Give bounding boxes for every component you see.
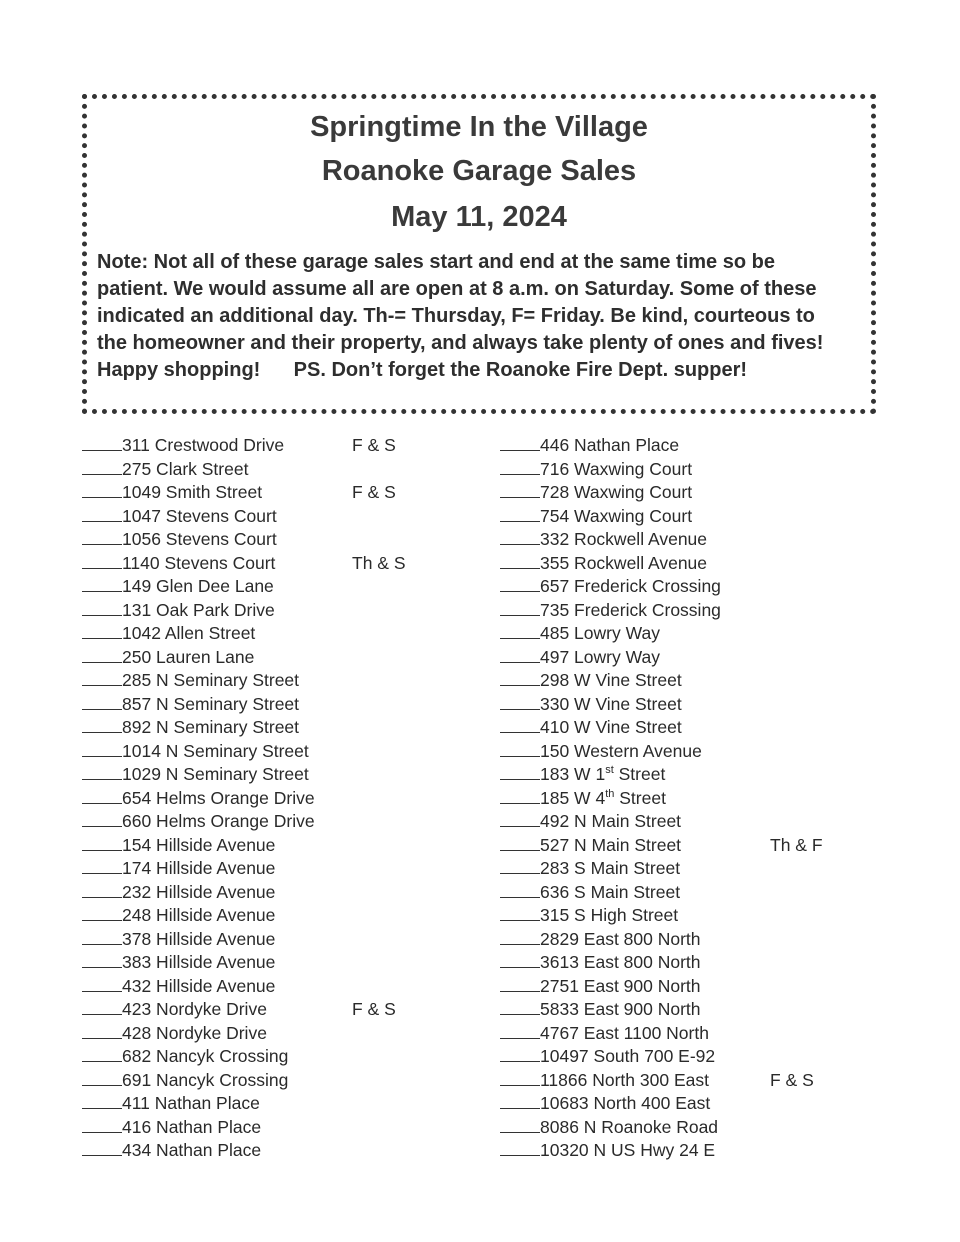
list-item xyxy=(500,787,721,811)
sale-address: 2829 East 800 North xyxy=(540,928,701,949)
list-item xyxy=(82,1116,315,1140)
list-item xyxy=(500,1069,814,1093)
checkoff-blank xyxy=(500,1023,540,1039)
list-item xyxy=(82,998,396,1022)
sale-address: 660 Helms Orange Drive xyxy=(122,811,315,831)
list-item xyxy=(500,951,721,975)
checkoff-blank xyxy=(500,576,540,592)
list-item xyxy=(82,575,315,599)
checkoff-blank xyxy=(82,1117,122,1133)
list-item xyxy=(82,834,315,858)
sale-address: 410 W Vine Street xyxy=(540,717,682,737)
sale-address: 330 W Vine Street xyxy=(540,693,682,714)
list-item xyxy=(82,951,315,975)
sale-address: 248 Hillside Avenue xyxy=(122,905,276,925)
checkoff-blank xyxy=(82,952,122,968)
sale-address: 1049 Smith Street xyxy=(122,482,263,502)
sale-address: 11866 North 300 East xyxy=(540,1069,709,1090)
list-item xyxy=(500,1045,721,1069)
list-item xyxy=(82,552,406,576)
list-item xyxy=(82,458,315,482)
list-item xyxy=(82,622,315,646)
sale-address: 311 Crestwood Drive xyxy=(122,435,285,455)
list-item xyxy=(500,575,721,599)
checkoff-blank xyxy=(500,647,540,663)
right-address-list xyxy=(500,434,823,1163)
list-item xyxy=(500,528,721,552)
list-item xyxy=(500,505,721,529)
checkoff-blank xyxy=(500,929,540,945)
sale-days: F & S xyxy=(352,435,396,455)
list-item xyxy=(500,646,721,670)
checkoff-blank xyxy=(500,858,540,874)
sale-days: F & S xyxy=(352,482,396,502)
checkoff-blank xyxy=(500,788,540,804)
list-item xyxy=(500,622,721,646)
sale-address: 411 Nathan Place xyxy=(122,1093,260,1113)
sale-address: 527 N Main Street xyxy=(540,834,682,855)
sale-address: 150 Western Avenue xyxy=(540,740,702,761)
list-item xyxy=(500,669,721,693)
list-item xyxy=(500,599,721,623)
checkoff-blank xyxy=(500,553,540,569)
sale-address: 332 Rockwell Avenue xyxy=(540,529,708,549)
sale-address: 857 N Seminary Street xyxy=(122,693,300,714)
checkoff-blank xyxy=(500,670,540,686)
sale-address: 5833 East 900 North xyxy=(540,999,701,1019)
sale-address: 2751 East 900 North xyxy=(540,975,701,996)
list-item xyxy=(82,646,315,670)
checkoff-blank xyxy=(82,1046,122,1062)
sale-address: 8086 N Roanoke Road xyxy=(540,1116,719,1137)
sale-days: Th & S xyxy=(352,552,406,573)
checkoff-blank xyxy=(500,905,540,921)
sale-address: 298 W Vine Street xyxy=(540,670,682,690)
checkoff-blank xyxy=(82,1093,122,1109)
event-date: May 11, 2024 xyxy=(391,201,567,233)
sale-address: 131 Oak Park Drive xyxy=(122,599,275,620)
sale-address: 728 Waxwing Court xyxy=(540,482,693,502)
sale-address: 682 Nancyk Crossing xyxy=(122,1046,289,1066)
sale-address: 1140 Stevens Court xyxy=(122,552,276,573)
checkoff-blank xyxy=(82,506,122,522)
sale-address: 283 S Main Street xyxy=(540,858,681,878)
sale-address: 149 Glen Dee Lane xyxy=(122,576,274,596)
sale-address-part: Street xyxy=(614,787,666,808)
checkoff-blank xyxy=(500,976,540,992)
sale-address: 10683 North 400 East xyxy=(540,1093,711,1113)
left-address-list xyxy=(82,434,406,1163)
sale-address-part: 183 W 1 xyxy=(540,764,606,784)
list-item xyxy=(82,505,315,529)
list-item xyxy=(500,1092,721,1116)
list-item xyxy=(82,528,315,552)
checkoff-blank xyxy=(82,788,122,804)
list-item xyxy=(500,810,721,834)
sale-address: 735 Frederick Crossing xyxy=(540,599,721,620)
checkoff-blank xyxy=(82,1023,122,1039)
list-item xyxy=(500,928,721,952)
sale-address: 3613 East 800 North xyxy=(540,952,701,972)
list-item xyxy=(82,669,315,693)
checkoff-blank xyxy=(82,835,122,851)
list-item xyxy=(500,1022,721,1046)
sale-days: F & S xyxy=(770,1069,814,1090)
checkoff-blank xyxy=(82,482,122,498)
list-item xyxy=(82,716,315,740)
checkoff-blank xyxy=(500,1046,540,1062)
sale-address: 383 Hillside Avenue xyxy=(122,952,276,972)
list-item xyxy=(500,716,721,740)
sale-days: F & S xyxy=(352,999,396,1019)
checkoff-blank xyxy=(82,741,122,757)
checkoff-blank xyxy=(82,764,122,780)
list-item xyxy=(82,599,315,623)
list-item xyxy=(82,975,315,999)
sale-address: 434 Nathan Place xyxy=(122,1140,262,1160)
list-item xyxy=(82,1092,315,1116)
sale-address: 154 Hillside Avenue xyxy=(122,834,276,855)
list-item xyxy=(82,740,315,764)
note-line: indicated an additional day. Th-= Thursday, F= Friday. Be kind, courteous to xyxy=(97,305,815,327)
checkoff-blank xyxy=(500,529,540,545)
checkoff-blank xyxy=(500,764,540,780)
checkoff-blank xyxy=(82,999,122,1015)
sale-address: 378 Hillside Avenue xyxy=(122,928,276,949)
list-item xyxy=(500,834,823,858)
checkoff-blank xyxy=(82,435,122,451)
sale-address: 232 Hillside Avenue xyxy=(122,881,276,902)
sale-address: 416 Nathan Place xyxy=(122,1116,262,1137)
sale-address: 285 N Seminary Street xyxy=(122,670,300,690)
list-item xyxy=(82,1045,315,1069)
checkoff-blank xyxy=(500,741,540,757)
list-item xyxy=(82,787,315,811)
list-item xyxy=(82,904,315,928)
sale-address: 1014 N Seminary Street xyxy=(122,740,309,761)
checkoff-blank xyxy=(82,670,122,686)
checkoff-blank xyxy=(82,929,122,945)
checkoff-blank xyxy=(500,506,540,522)
sale-address: 1042 Allen Street xyxy=(122,623,256,643)
list-item xyxy=(500,458,721,482)
checkoff-blank xyxy=(500,459,540,475)
list-item xyxy=(500,857,721,881)
checkoff-blank xyxy=(500,694,540,710)
page-subtitle: Roanoke Garage Sales xyxy=(321,155,637,187)
sale-address: 1047 Stevens Court xyxy=(122,505,277,526)
checkoff-blank xyxy=(500,435,540,451)
note-line: patient. We would assume all are open at 8 a.m. on Saturday. Some of these xyxy=(97,278,817,300)
checkoff-blank xyxy=(82,976,122,992)
sale-address: 1029 N Seminary Street xyxy=(122,764,309,784)
note-line: the homeowner and their property, and always take plenty of ones and fives! xyxy=(97,332,824,354)
list-item xyxy=(500,998,721,1022)
ordinal-suffix: th xyxy=(605,787,615,800)
checkoff-blank xyxy=(500,999,540,1015)
checkoff-blank xyxy=(82,882,122,898)
notice-box xyxy=(82,94,876,414)
checkoff-blank xyxy=(82,623,122,639)
note-line: Note: Not all of these garage sales start and end at the same time so be xyxy=(97,251,775,273)
checkoff-blank xyxy=(500,882,540,898)
checkoff-blank xyxy=(500,952,540,968)
sale-address: 691 Nancyk Crossing xyxy=(122,1069,289,1090)
checkoff-blank xyxy=(82,459,122,475)
list-item xyxy=(82,857,315,881)
list-item xyxy=(500,904,721,928)
sale-address: 174 Hillside Avenue xyxy=(122,858,276,878)
checkoff-blank xyxy=(500,1093,540,1109)
ordinal-suffix: st xyxy=(605,764,614,777)
sale-address: 716 Waxwing Court xyxy=(540,458,693,479)
list-item xyxy=(82,693,315,717)
sale-address: 10497 South 700 E-92 xyxy=(540,1046,716,1066)
checkoff-blank xyxy=(500,717,540,733)
sale-address: 754 Waxwing Court xyxy=(540,505,693,526)
list-item xyxy=(500,975,721,999)
checkoff-blank xyxy=(82,811,122,827)
checkoff-blank xyxy=(82,905,122,921)
list-item xyxy=(500,740,721,764)
list-item xyxy=(82,1139,315,1163)
checkoff-blank xyxy=(82,553,122,569)
checkoff-blank xyxy=(82,1070,122,1086)
list-item xyxy=(82,1069,315,1093)
checkoff-blank xyxy=(82,600,122,616)
sale-address: 446 Nathan Place xyxy=(540,435,680,455)
checkoff-blank xyxy=(500,835,540,851)
sale-address: 492 N Main Street xyxy=(540,811,682,831)
sale-address: 10320 N US Hwy 24 E xyxy=(540,1140,716,1160)
list-item xyxy=(82,763,315,787)
list-item xyxy=(500,763,721,787)
page-title: Springtime In the Village xyxy=(310,111,648,143)
checkoff-blank xyxy=(82,576,122,592)
list-item xyxy=(82,481,396,505)
sale-address-part: 185 W 4 xyxy=(540,787,606,808)
checkoff-blank xyxy=(82,647,122,663)
checkoff-blank xyxy=(82,717,122,733)
checkoff-blank xyxy=(82,529,122,545)
sale-address: 355 Rockwell Avenue xyxy=(540,552,708,573)
list-item xyxy=(82,928,315,952)
sale-address: 1056 Stevens Court xyxy=(122,529,277,549)
sale-address: 657 Frederick Crossing xyxy=(540,576,721,596)
list-item xyxy=(500,693,721,717)
note-line: Happy shopping! PS. Don’t forget the Roanoke Fire Dept. supper! xyxy=(97,359,748,381)
checkoff-blank xyxy=(500,482,540,498)
checkoff-blank xyxy=(82,694,122,710)
sale-address: 4767 East 1100 North xyxy=(540,1022,709,1043)
list-item xyxy=(500,1139,721,1163)
checkoff-blank xyxy=(82,1140,122,1156)
sale-address: 250 Lauren Lane xyxy=(122,646,255,667)
list-item xyxy=(82,810,315,834)
checkoff-blank xyxy=(82,858,122,874)
sale-address: 892 N Seminary Street xyxy=(122,717,300,737)
sale-address: 275 Clark Street xyxy=(122,458,249,479)
list-item xyxy=(82,1022,315,1046)
sale-address: 432 Hillside Avenue xyxy=(122,975,276,996)
list-item xyxy=(500,881,721,905)
sale-address: 497 Lowry Way xyxy=(540,646,660,667)
checkoff-blank xyxy=(500,811,540,827)
checkoff-blank xyxy=(500,1070,540,1086)
list-item xyxy=(500,552,721,576)
note-paragraph xyxy=(97,249,867,384)
list-item xyxy=(82,434,396,458)
list-item xyxy=(500,1116,721,1140)
sale-days: Th & F xyxy=(770,834,823,855)
list-item xyxy=(500,434,721,458)
sale-address: 428 Nordyke Drive xyxy=(122,1022,267,1043)
sale-address xyxy=(540,764,665,784)
list-item xyxy=(82,881,315,905)
checkoff-blank xyxy=(500,600,540,616)
checkoff-blank xyxy=(500,1117,540,1133)
sale-address: 423 Nordyke Drive xyxy=(122,999,267,1019)
sale-address-part: Street xyxy=(613,764,666,784)
sale-address: 485 Lowry Way xyxy=(540,623,660,643)
list-item xyxy=(500,481,721,505)
checkoff-blank xyxy=(500,623,540,639)
sale-address: 636 S Main Street xyxy=(540,881,681,902)
checkoff-blank xyxy=(500,1140,540,1156)
sale-address xyxy=(540,788,666,808)
sale-address: 654 Helms Orange Drive xyxy=(122,787,315,808)
sale-address: 315 S High Street xyxy=(540,905,679,925)
